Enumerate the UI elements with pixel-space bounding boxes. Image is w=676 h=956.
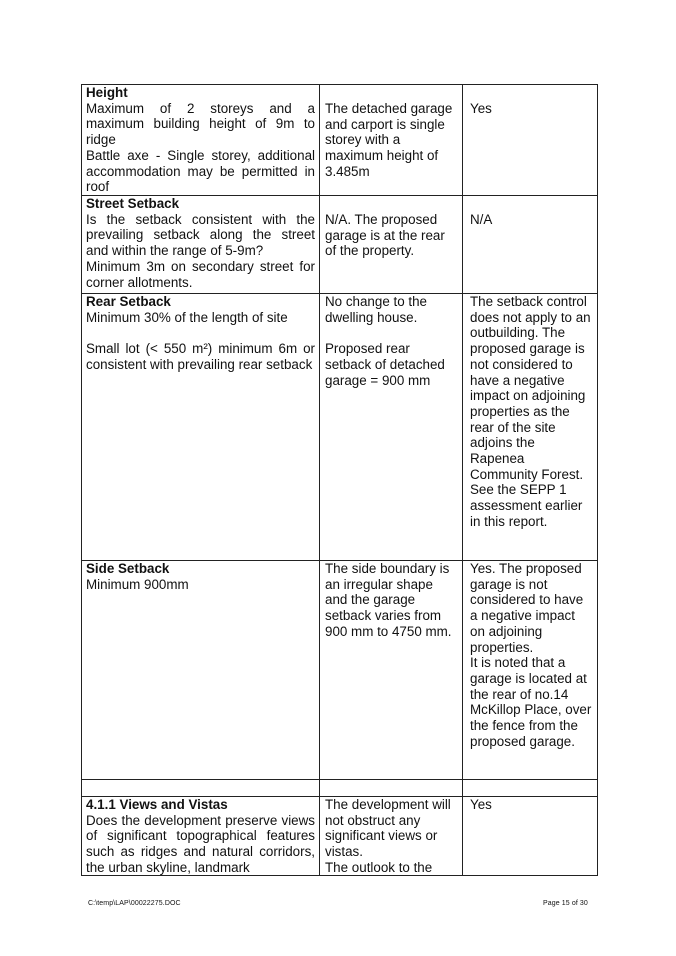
- table-row-height: [82, 84, 597, 195]
- row-heading: Street Setback: [86, 196, 180, 211]
- compliance-text: The setback control does not apply to an outbuilding. The proposed garage is not considered to have a negative impact on adjoining properties as the rear of the site adjoins the Rapenea Community Forest. See the SEPP 1 assessment earlier in this report.: [470, 294, 591, 529]
- requirement-cell: [82, 85, 320, 195]
- requirement-cell: [82, 797, 320, 875]
- blank-cell: [82, 780, 320, 796]
- compliance-text: It is noted that a garage is located at the rear of no.14 McKillop Place, over the fence from the proposed garage.: [470, 655, 592, 749]
- row-heading: Height: [86, 85, 128, 100]
- row-heading: Side Setback: [86, 561, 170, 576]
- requirement-cell: [82, 294, 320, 560]
- footer-page-number: Page 15 of 30: [543, 900, 588, 907]
- compliance-text: N/A: [470, 212, 493, 227]
- compliance-text: Yes: [470, 101, 492, 116]
- footer-file-path: C:\temp\LAP\00022275.DOC: [88, 900, 181, 907]
- proposal-text: The development will not obstruct any significant views or vistas.: [325, 797, 451, 860]
- requirement-text: Small lot (< 550 m²) minimum 6m or consistent with prevailing rear setback: [86, 341, 315, 373]
- assessment-table: [81, 84, 598, 876]
- requirement-text: Does the development preserve views of significant topographical features such as ridges and natural corridors, the urban skyline, landmark: [86, 812, 315, 875]
- requirement-text: Battle axe - Single storey, additional accommodation may be permitted in roof: [86, 147, 315, 195]
- requirement-text: Minimum 900mm: [86, 576, 189, 592]
- compliance-cell: [463, 561, 597, 779]
- table-row-rear-setback: [82, 293, 597, 560]
- row-heading: Rear Setback: [86, 294, 171, 309]
- proposal-text: The side boundary is an irregular shape and the garage setback varies from 900 mm to 4750 mm.: [325, 561, 452, 639]
- compliance-cell: [463, 196, 597, 293]
- requirement-text: Minimum 3m on secondary street for corner allotments.: [86, 258, 315, 290]
- compliance-cell: [463, 797, 597, 875]
- table-row-blank: [82, 779, 597, 796]
- requirement-cell: [82, 196, 320, 293]
- requirement-text: Minimum 30% of the length of site: [86, 309, 288, 325]
- table-row-side-setback: [82, 560, 597, 779]
- row-heading: 4.1.1 Views and Vistas: [86, 797, 228, 812]
- proposal-cell: [320, 294, 463, 560]
- requirement-text: Is the setback consistent with the prevailing setback along the street and within the range of 5-9m?: [86, 211, 315, 259]
- proposal-cell: [320, 561, 463, 779]
- table-row-views-vistas: [82, 796, 597, 875]
- compliance-cell: [463, 85, 597, 195]
- table-row-street-setback: [82, 195, 597, 293]
- proposal-text: Proposed rear setback of detached garage = 900 mm: [325, 341, 445, 388]
- requirement-cell: [82, 561, 320, 779]
- proposal-cell: [320, 797, 463, 875]
- compliance-cell: [463, 294, 597, 560]
- proposal-cell: [320, 196, 463, 293]
- proposal-text: N/A. The proposed garage is at the rear of the property.: [325, 212, 445, 259]
- proposal-text: The outlook to the: [325, 859, 433, 875]
- proposal-text: No change to the dwelling house.: [325, 294, 427, 325]
- proposal-cell: [320, 85, 463, 195]
- compliance-text: Yes. The proposed garage is not considered to have a negative impact on adjoining properties.: [470, 561, 584, 655]
- proposal-text: The detached garage and carport is single storey with a maximum height of 3.485m: [325, 101, 453, 179]
- compliance-text: Yes: [470, 797, 492, 812]
- requirement-text: Maximum of 2 storeys and a maximum building height of 9m to ridge: [86, 100, 315, 148]
- blank-cell: [463, 780, 597, 796]
- blank-cell: [320, 780, 463, 796]
